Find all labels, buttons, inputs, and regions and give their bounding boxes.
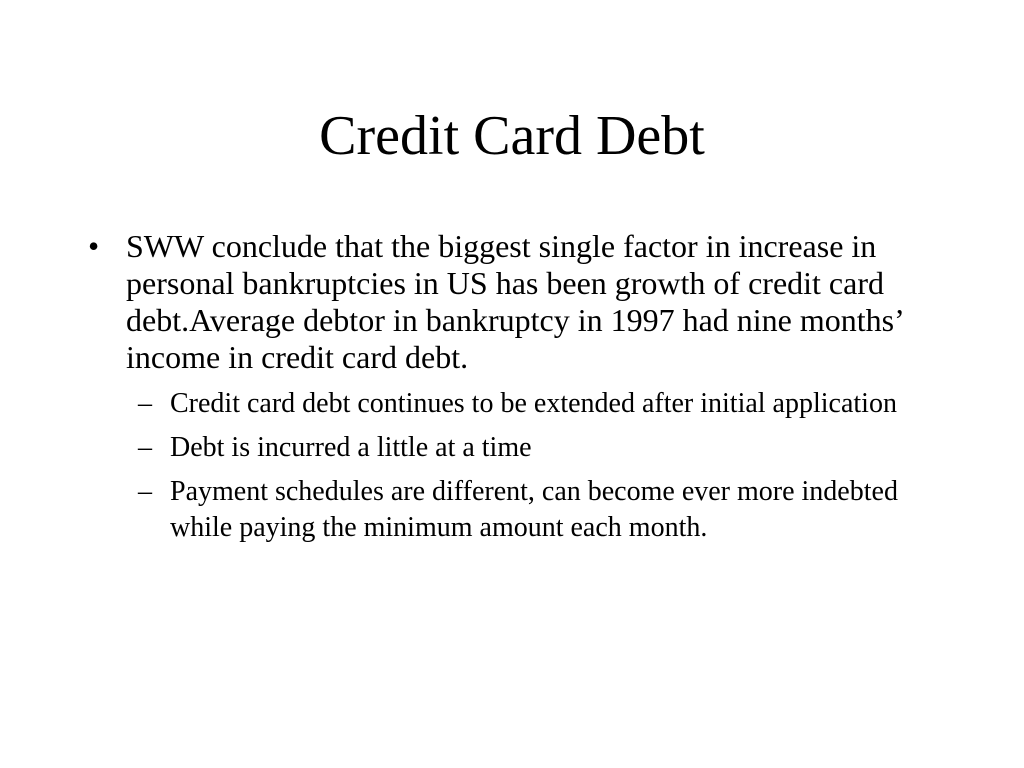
sub-bullet-item [138, 474, 948, 546]
sub-bullet-text: Payment schedules are different, can become ever more indebted while paying the minimum amount each month. [170, 476, 898, 543]
sub-bullet-marker: – [138, 432, 152, 463]
bullet-marker: • [88, 228, 100, 264]
sub-bullet-list [88, 386, 948, 546]
bullet-item [88, 228, 948, 376]
sub-bullet-text: Credit card debt continues to be extended after initial application [170, 388, 897, 419]
sub-bullet-item [138, 386, 948, 422]
bullet-text: SWW conclude that the biggest single factor in increase in personal bankruptcies in US has been growth of credit card debt.Average debtor in bankruptcy in 1997 had nine months’ income in credit card debt. [126, 228, 903, 375]
slide-title: Credit Card Debt [319, 105, 705, 167]
slide-body [88, 228, 948, 554]
sub-bullet-marker: – [138, 388, 152, 419]
sub-bullet-text: Debt is incurred a little at a time [170, 432, 532, 463]
sub-bullet-item [138, 430, 948, 466]
sub-bullet-marker: – [138, 476, 152, 507]
